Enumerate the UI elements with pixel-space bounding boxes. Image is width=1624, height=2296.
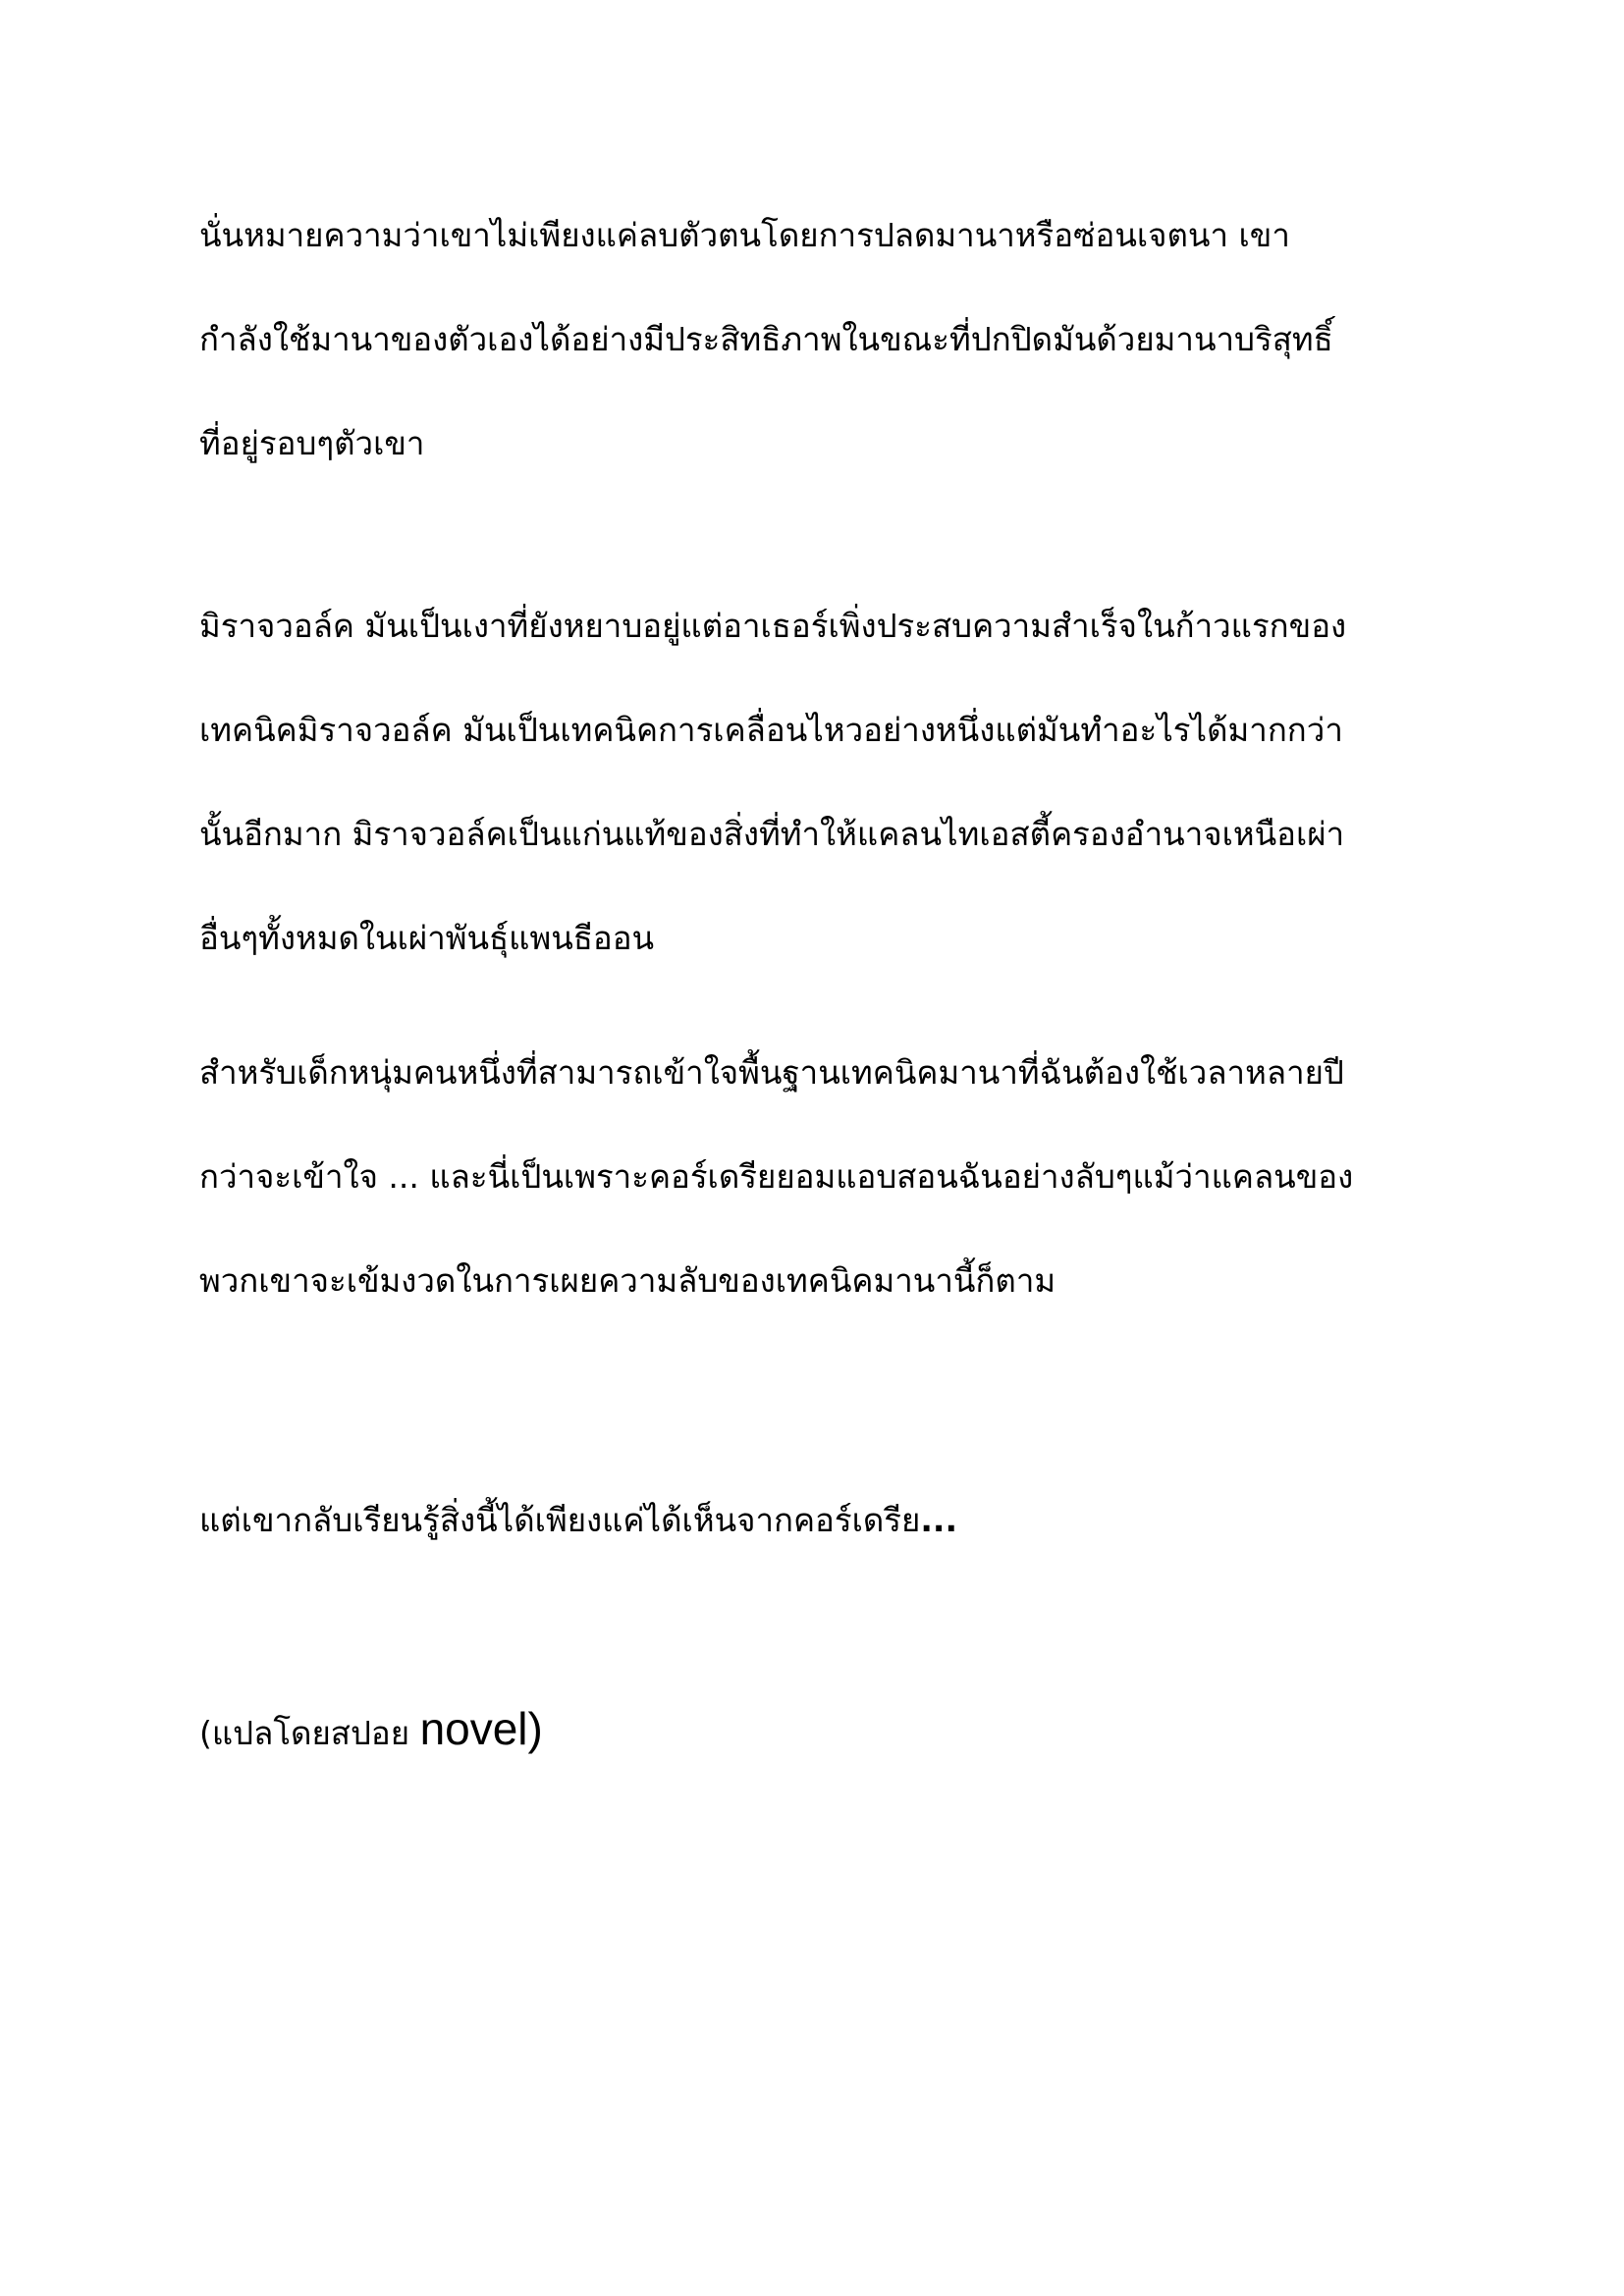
- paragraph-line: กำลังใช้มานาของตัวเองได้อย่างมีประสิทธิภาพในขณะที่ปกปิดมันด้วยมานาบริสุทธิ์: [199, 320, 1333, 358]
- paragraph-line: ที่อยู่รอบๆตัวเขา: [199, 424, 425, 462]
- paragraph-text: แต่เขากลับเรียนรู้สิ่งนี้ได้เพียงแค่ได้เห็นจากคอร์เดรีย: [199, 1501, 921, 1539]
- paragraph-line: นั้นอีกมาก มิราจวอล์คเป็นแก่นแท้ของสิ่งที่ทำให้แคลนไทเอสตี้ครองอำนาจเหนือเผ่า: [199, 815, 1345, 853]
- ellipsis: ...: [920, 1501, 957, 1539]
- paragraph-3: [199, 1021, 1436, 1333]
- translator-credit: [199, 1677, 1436, 1781]
- paragraph-line: สำหรับเด็กหนุ่มคนหนึ่งที่สามารถเข้าใจพื้นฐานเทคนิคมานาที่ฉันต้องใช้เวลาหลายปี: [199, 1053, 1344, 1092]
- paragraph-line: เทคนิคมิราจวอล์ค มันเป็นเทคนิคการเคลื่อนไหวอย่างหนึ่งแต่มันทำอะไรได้มากกว่า: [199, 711, 1343, 749]
- paragraph-line: [199, 1468, 1436, 1573]
- paragraph-line: นั่นหมายความว่าเขาไม่เพียงแค่ลบตัวตนโดยการปลดมานาหรือซ่อนเจตนา เขา: [199, 216, 1290, 254]
- paragraph-line: พวกเขาจะเข้มงวดในการเผยความลับของเทคนิคมานานี้ก็ตาม: [199, 1261, 1056, 1300]
- credit-line: [199, 1677, 1436, 1781]
- paragraph-1: [199, 184, 1436, 496]
- paragraph-line: มิราจวอล์ค มันเป็นเงาที่ยังหยาบอยู่แต่อาเธอร์เพิ่งประสบความสำเร็จในก้าวแรกของ: [199, 607, 1347, 645]
- credit-prefix: (แปลโดยสปอย: [199, 1714, 410, 1752]
- paragraph-2: [199, 574, 1436, 990]
- paragraph-4: [199, 1468, 1436, 1573]
- paragraph-line: อื่นๆทั้งหมดในเผ่าพันธุ์แพนธีออน: [199, 919, 655, 957]
- credit-latin-text: novel): [419, 1703, 543, 1754]
- paragraph-line: กว่าจะเข้าใจ ... และนี่เป็นเพราะคอร์เดรียยอมแอบสอนฉันอย่างลับๆแม้ว่าแคลนของ: [199, 1157, 1354, 1196]
